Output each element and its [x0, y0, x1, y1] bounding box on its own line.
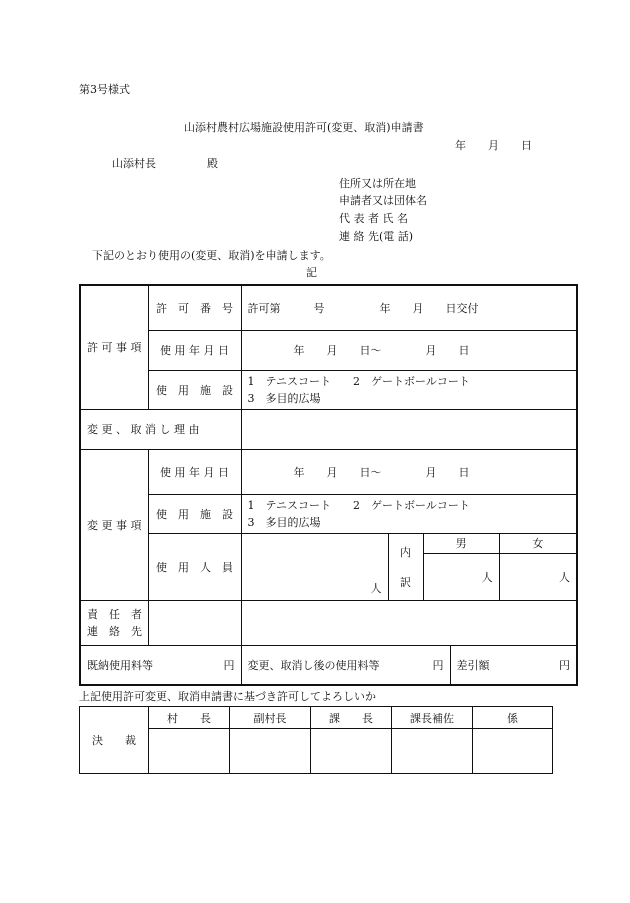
- male-count-field[interactable]: 人: [424, 554, 500, 600]
- change-items-label: 変 更 事 項: [80, 449, 148, 600]
- date-line: 年 月 日: [455, 139, 532, 152]
- paid-fee-label: 既納使用料等: [87, 658, 153, 672]
- permit-items-label: 許 可 事 項: [80, 285, 148, 409]
- persons-total-field[interactable]: 人: [241, 533, 388, 600]
- breakdown-label: [388, 533, 423, 600]
- facility-line-1: 1 テニスコート 2 ゲートボールコート: [247, 374, 470, 388]
- use-date-label: 使 用 年 月 日: [148, 330, 241, 370]
- use-date-field[interactable]: 年 月 日～ 月 日: [241, 330, 577, 370]
- male-header: 男: [424, 534, 500, 554]
- form-number: 第3号様式: [79, 83, 130, 96]
- responsible-contact-label: [80, 600, 148, 645]
- new-fee-unit: 円: [432, 658, 444, 672]
- difference-cell[interactable]: [450, 645, 577, 685]
- permit-number-label: 許 可 番 号: [148, 285, 241, 330]
- applicant-address-label: 住所又は所在地: [339, 177, 416, 190]
- kessai-header-staff: 係: [473, 707, 553, 729]
- persons-label: 使 用 人 員: [148, 533, 241, 600]
- responsible-field[interactable]: [148, 600, 241, 645]
- breakdown-label-1: 内: [400, 545, 411, 559]
- gender-table: [424, 534, 577, 600]
- facility-options[interactable]: [241, 370, 577, 409]
- applicant-contact-label: 連 絡 先(電 話): [339, 230, 414, 243]
- reason-field[interactable]: [241, 409, 577, 449]
- form-title: 山添村農村広場施設使用許可(変更、取消)申請書: [184, 121, 424, 134]
- kessai-stamp-section-chief[interactable]: [311, 729, 392, 774]
- change-date-field[interactable]: 年 月 日～ 月 日: [241, 449, 577, 494]
- new-fee-cell[interactable]: [241, 645, 450, 685]
- ki-label: 記: [306, 266, 317, 279]
- change-facility-label: 使 用 施 設: [148, 494, 241, 533]
- female-header: 女: [499, 534, 576, 554]
- honorific: 殿: [207, 157, 218, 170]
- facility-label: 使 用 施 設: [148, 370, 241, 409]
- paid-fee-cell[interactable]: [80, 645, 241, 685]
- kessai-header-assistant-chief: 課長補佐: [392, 707, 473, 729]
- paid-fee-unit: 円: [223, 658, 235, 672]
- contact-label: 連 絡 先: [87, 624, 142, 638]
- change-facility-options[interactable]: [241, 494, 577, 533]
- kessai-stamp-deputy-mayor[interactable]: [230, 729, 311, 774]
- applicant-name-label: 申請者又は団体名: [339, 194, 427, 207]
- change-facility-line-2: 3 多目的広場: [247, 515, 321, 529]
- female-count-field[interactable]: 人: [499, 554, 576, 600]
- kessai-stamp-mayor[interactable]: [149, 729, 230, 774]
- change-facility-line-1: 1 テニスコート 2 ゲートボールコート: [247, 498, 470, 512]
- change-date-label: 使 用 年 月 日: [148, 449, 241, 494]
- contact-field[interactable]: [241, 600, 577, 645]
- difference-label: 差引額: [456, 658, 490, 672]
- facility-line-2: 3 多目的広場: [247, 391, 321, 405]
- kessai-header-section-chief: 課 長: [311, 707, 392, 729]
- intro-text: 下記のとおり使用の(変更、取消)を申請します。: [92, 249, 331, 262]
- applicant-representative-label: 代 表 者 氏 名: [339, 212, 408, 225]
- kessai-header-mayor: 村 長: [149, 707, 230, 729]
- approval-text: 上記使用許可変更、取消申請書に基づき許可してよろしいか: [79, 690, 376, 703]
- breakdown-label-2: 訳: [400, 575, 411, 589]
- reason-label: 変 更 、 取 消 し 理 由: [80, 409, 241, 449]
- approval-table: [79, 706, 553, 774]
- kessai-stamp-staff[interactable]: [473, 729, 553, 774]
- application-table: [79, 284, 578, 686]
- permit-number-field[interactable]: 許可第 号 年 月 日交付: [241, 285, 577, 330]
- difference-unit: 円: [559, 658, 571, 672]
- responsible-label: 責 任 者: [87, 607, 142, 621]
- kessai-header-deputy-mayor: 副村長: [230, 707, 311, 729]
- kessai-stamp-assistant-chief[interactable]: [392, 729, 473, 774]
- addressee: 山添村長: [112, 157, 156, 170]
- new-fee-label: 変更、取消し後の使用料等: [247, 658, 380, 672]
- gender-breakdown: [423, 533, 577, 600]
- kessai-label: 決 裁: [80, 707, 149, 774]
